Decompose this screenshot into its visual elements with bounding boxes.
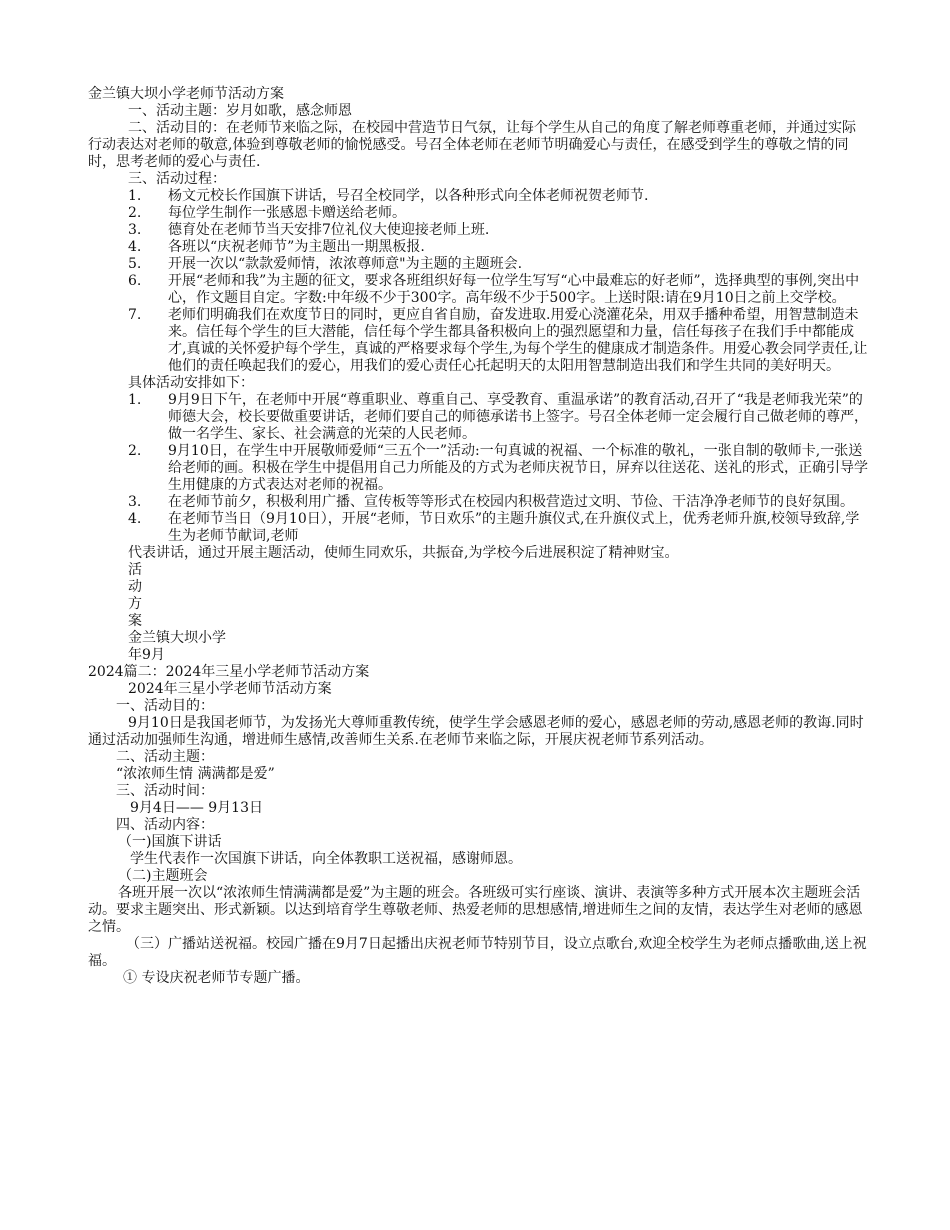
list-item (88, 307, 868, 375)
list-item (88, 494, 868, 511)
doc1-theme: 一、活动主题：岁月如歌，感念师恩 (128, 103, 352, 119)
list-number: 3. (128, 222, 142, 238)
vertical-char: 案 (128, 613, 142, 629)
list-text: 每位学生制作一张感恩卡赠送给老师。 (168, 205, 406, 221)
doc1-closing: 代表讲话，通过开展主题活动，使师生同欢乐，共振奋,为学校今后进展积淀了精神财宝。 (128, 545, 679, 561)
list-number: 5. (128, 256, 142, 272)
doc2-purpose-heading: 一、活动目的： (116, 698, 214, 714)
document-page (88, 86, 868, 987)
list-item (88, 392, 868, 443)
list-text: 德育处在老师节当天安排7位礼仪大使迎接老师上班. (168, 222, 490, 238)
list-item (88, 443, 868, 494)
doc2-sub3-text: （三）广播站送祝福。校园广播在9月7日起播出庆祝老师节特别节目，设立点歌台,欢迎全校学生为老师点播歌曲,送上祝福。 (88, 936, 867, 969)
doc1-process-heading: 三、活动过程： (128, 171, 226, 187)
doc2-sub1-heading: （一)国旗下讲话 (118, 834, 222, 850)
doc2-header: 2024篇二：2024年三星小学老师节活动方案 (88, 664, 370, 680)
vertical-char: 动 (128, 579, 142, 595)
doc2-time-heading: 三、活动时间： (116, 783, 214, 799)
list-item (88, 511, 868, 545)
list-text: 9月9日下午，在老师中开展“尊重职业、尊重自己、享受教育、重温承诺”的教育活动,召开了“我是老师我光荣”的师德大会，校长要做重要讲话，老师们要自己的师德承诺书上签字。号召全体老师一定会履行自己做老师的尊严，做一名学生、家长、社会满意的光荣的人民老师。 (168, 392, 868, 442)
doc2-content-heading: 四、活动内容： (116, 817, 214, 833)
list-number: 2. (128, 443, 142, 459)
list-text: 开展“老师和我”为主题的征文，要求各班组织好每一位学生写写“心中最难忘的好老师”，选择典型的事例,突出中心，作文题目自定。字数:中年级不少于300字。高年级不少于500字。上送时限:请在9月10日之前上交学校。 (168, 273, 860, 306)
list-number: 4. (128, 511, 142, 527)
doc1-schedule-list (88, 392, 868, 545)
doc2-sub2-text: 各班开展一次以“浓浓师生情满满都是爱”为主题的班会。各班级可实行座谈、演讲、表演等多种方式开展本次主题班会活动。要求主题突出、形式新颖。以达到培育学生尊敬老师、热爱老师的思想感情,增进师生之间的友情，表达学生对老师的感恩之情。 (88, 885, 863, 935)
doc2-theme: “浓浓师生情 满满都是爱” (116, 766, 275, 782)
list-text: 杨文元校长作国旗下讲话，号召全校同学，以各种形式向全体老师祝贺老师节. (168, 188, 649, 204)
list-item (88, 205, 868, 222)
list-number: 4. (128, 239, 142, 255)
list-item (88, 256, 868, 273)
list-text: 在老师节当日（9月10日），开展“老师，节日欢乐”的主题升旗仪式,在升旗仪式上，优秀老师升旗,校领导致辞,学生为老师节献词,老师 (168, 511, 860, 544)
list-item (88, 239, 868, 256)
list-item (88, 222, 868, 239)
doc2-sub1-text: 学生代表作一次国旗下讲话，向全体教职工送祝福，感谢师恩。 (130, 851, 522, 867)
list-text: 老师们明确我们在欢度节日的同时，更应自省自励，奋发进取.用爱心浇灌花朵，用双手播种希望，用智慧制造未来。信任每个学生的巨大潜能，信任每个学生都具备积极向上的强烈愿望和力量，信任每孩子在我们手中都能成才,真诚的关怀爱护每个学生，真诚的严格要求每个学生,为每个学生的健康成才制造条件。用爱心教会同学责任,让他们的责任唤起我们的爱心，用我们的爱心责任心托起明天的太阳用智慧制造出我们和学生共同的美好明天。 (168, 307, 868, 374)
list-text: 在老师节前夕，积极利用广播、宣传板等等形式在校园内积极营造过文明、节俭、干洁净净老师节的良好氛围。 (168, 494, 854, 510)
doc1-date: 年9月 (128, 647, 165, 663)
list-number: 7. (128, 307, 142, 323)
vertical-char: 活 (128, 562, 142, 578)
doc1-schedule-heading: 具体活动安排如下： (128, 375, 254, 391)
doc2-title: 2024年三星小学老师节活动方案 (128, 681, 332, 697)
doc1-purpose: 二、活动目的：在老师节来临之际，在校园中营造节日气氛，让每个学生从自己的角度了解老师尊重老师，并通过实际行动表达对老师的敬意,体验到尊敬老师的愉悦感受。号召全体老师在老师节明确爱心与责任，在感受到学生的尊敬之情的同时，思考老师的爱心与责任. (88, 120, 856, 170)
doc2-purpose: 9月10日是我国老师节，为发扬光大尊师重教传统，使学生学会感恩老师的爱心，感恩老师的劳动,感恩老师的教诲.同时通过活动加强师生沟通，增进师生感情,改善师生关系.在老师节来临之际，开展庆祝老师节系列活动。 (88, 715, 864, 748)
doc1-signature: 金兰镇大坝小学 (128, 630, 226, 646)
list-text: 9月10日，在学生中开展敬师爱师“三五个一”活动:一句真诚的祝福、一个标准的敬礼，一张自制的敬师卡,一张送给老师的画。积极在学生中提倡用自己力所能及的方式为老师庆祝节日，屏弃以往送花、送礼的形式，正确引导学生用健康的方式表达对老师的祝福。 (168, 443, 868, 493)
list-number: 2. (128, 205, 142, 221)
doc2-sub2-heading: （二)主题班会 (118, 868, 208, 884)
doc2-time: 9月4日—— 9月13日 (130, 800, 263, 816)
list-item (88, 188, 868, 205)
doc2-theme-heading: 二、活动主题： (116, 749, 214, 765)
doc2-sub3-item1: ① 专设庆祝老师节专题广播。 (123, 970, 310, 986)
list-text: 开展一次以“款款爱师情，浓浓尊师意"为主题的主题班会. (168, 256, 523, 272)
list-item (88, 273, 868, 307)
list-number: 1. (128, 188, 142, 204)
list-number: 1. (128, 392, 142, 408)
list-number: 3. (128, 494, 142, 510)
list-number: 6. (128, 273, 142, 289)
list-text: 各班以“庆祝老师节”为主题出一期黑板报. (168, 239, 425, 255)
doc1-title: 金兰镇大坝小学老师节活动方案 (88, 86, 284, 102)
doc1-process-list (88, 188, 868, 375)
vertical-char: 方 (128, 596, 142, 612)
